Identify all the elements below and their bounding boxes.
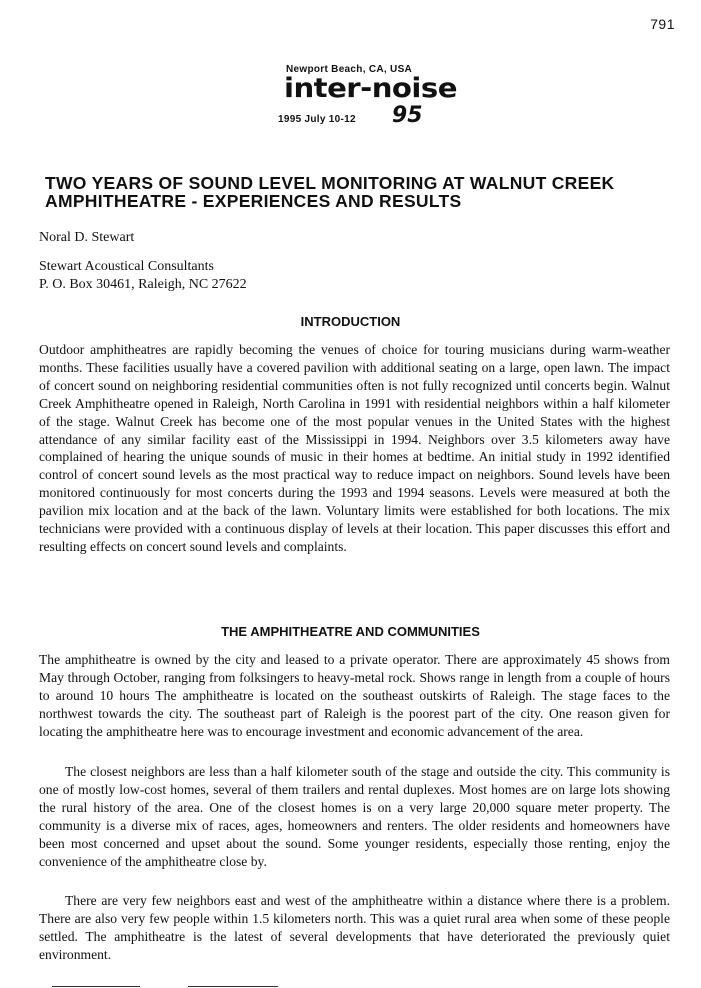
conference-logo: inter-noise bbox=[284, 73, 457, 104]
amphitheatre-paragraph-3: There are very few neighbors east and west of the amphitheatre within a distance where there is a problem. There are also very few people within 1.5 kilometers north. This was a quiet rural area when some of these people settled. The amphitheatre is the latest of several developments that have deteriorated the previously quiet environment. bbox=[39, 893, 670, 962]
amphitheatre-heading: THE AMPHITHEATRE AND COMMUNITIES bbox=[221, 624, 480, 639]
amphitheatre-paragraph-2: The closest neighbors are less than a half kilometer south of the stage and outside the city. This community is one of mostly low-cost homes, several of them trailers and rental duplexes. Most homes are on large lots showing the rural history of the area. One of the closest homes is on a very large 20,000 square meter property. The community is a diverse mix of races, ages, homeowners and renters. The older residents and homeowners have been most concerned and upset about the sound. Some younger residents, especially those renting, enjoy the convenience of the amphitheatre close by. bbox=[39, 764, 670, 869]
author-name: Noral D. Stewart bbox=[39, 230, 135, 245]
paper-title: TWO YEARS OF SOUND LEVEL MONITORING AT WALNUT CREEK AMPHITHEATRE - EXPERIENCES AND RESULTS bbox=[45, 173, 615, 211]
affiliation-line-2: P. O. Box 30461, Raleigh, NC 27622 bbox=[39, 277, 247, 292]
footnote-rule-left bbox=[52, 986, 140, 987]
page-number: 791 bbox=[650, 16, 675, 32]
introduction-paragraph: Outdoor amphitheatres are rapidly becoming the venues of choice for touring musicians during warm-weather months. These facilities usually have a covered pavilion with additional seating on a large, open lawn. The impact of concert sound on neighboring residential communities often is not fully recognized until concerts begin. Walnut Creek Amphitheatre opened in Raleigh, North Carolina in 1991 with residential neighbors within a half kilometer of the stage. Walnut Creek has become one of the most popular venues in the United States with the highest attendance of any similar facility east of the Mississippi in 1994. Neighbors over 3.5 kilometers away have complained of hearing the unique sounds of music in their homes at bedtime. An initial study in 1992 identified control of concert sound levels as the most practical way to reduce impact on neighbors. Sound levels have been monitored continuously for most concerts during the 1993 and 1994 seasons. Levels were measured at both the pavilion mix location and at the back of the lawn. Voluntary limits were established for both locations. The mix technicians were provided with a continuous display of levels at their location. This paper discusses this effort and resulting effects on concert sound levels and complaints. bbox=[39, 342, 670, 554]
conference-header bbox=[270, 64, 460, 128]
affiliation-line-1: Stewart Acoustical Consultants bbox=[39, 259, 214, 274]
conference-location: Newport Beach, CA, USA bbox=[286, 64, 413, 75]
amphitheatre-paragraph-1: The amphitheatre is owned by the city and leased to a private operator. There are approximately 45 shows from May through October, ranging from folksingers to heavy-metal rock. Shows range in length from a couple of hours to around 10 hours The amphitheatre is located on the southeast outskirts of Raleigh. The stage faces to the northwest towards the city. The southeast part of Raleigh is the poorest part of the city. One reason given for locating the amphitheatre here was to encourage investment and economic advancement of the area. bbox=[39, 652, 670, 739]
conference-dates-row bbox=[270, 103, 460, 128]
conference-year: 95 bbox=[391, 103, 423, 128]
introduction-heading: INTRODUCTION bbox=[300, 314, 401, 329]
footnote-rule-right bbox=[188, 986, 278, 987]
conference-dates: 1995 July 10-12 bbox=[278, 114, 356, 125]
author-affiliation bbox=[39, 258, 247, 294]
